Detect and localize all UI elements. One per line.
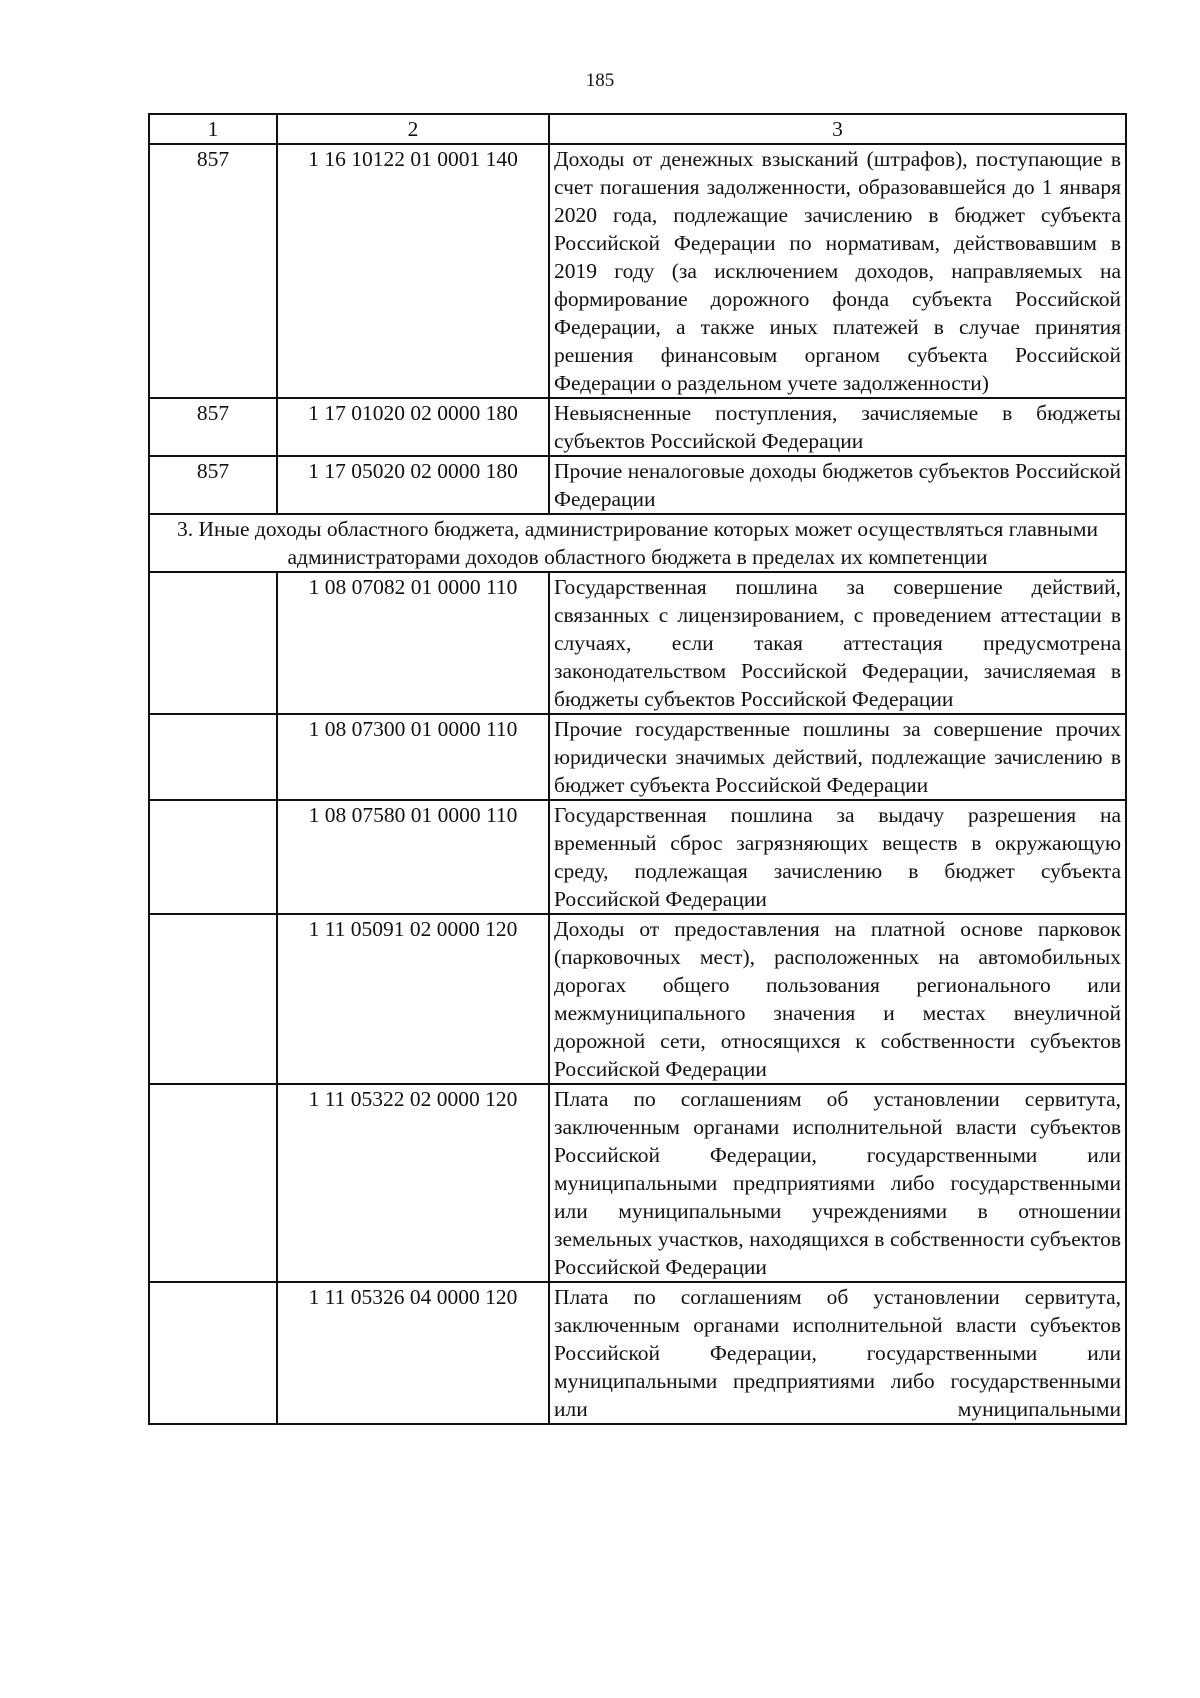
admin-code-cell: 857	[149, 456, 277, 514]
revenue-code-cell: 1 11 05326 04 0000 120	[277, 1282, 549, 1424]
page-number: 185	[585, 70, 615, 91]
revenue-description-cell: Государственная пошлина за совершение действий, связанных с лицензированием, с проведением аттестации в случаях, если такая аттестация предусмотрена законодательством Российской Федерации, зачисляемая в бюджеты субъектов Российской Федерации	[549, 572, 1126, 714]
column-header-1: 1	[149, 114, 277, 144]
admin-code-cell	[149, 572, 277, 714]
revenue-codes-table	[148, 113, 1127, 1425]
admin-code-cell: 857	[149, 144, 277, 398]
revenue-description-cell: Плата по соглашениям об установлении сервитута, заключенным органами исполнительной власти субъектов Российской Федерации, государственными или муниципальными предприятиями либо государственными или муниципальными учреждениями в отношении земельных участков, находящихся в собственности субъектов Российской Федерации	[549, 1084, 1126, 1282]
admin-code-cell	[149, 800, 277, 914]
revenue-code-cell: 1 17 01020 02 0000 180	[277, 398, 549, 456]
table-row	[149, 1282, 1126, 1424]
table-row	[149, 800, 1126, 914]
revenue-code-cell: 1 16 10122 01 0001 140	[277, 144, 549, 398]
revenue-description-cell: Невыясненные поступления, зачисляемые в бюджеты субъектов Российской Федерации	[549, 398, 1126, 456]
table-row	[149, 572, 1126, 714]
revenue-code-cell: 1 08 07082 01 0000 110	[277, 572, 549, 714]
admin-code-cell	[149, 914, 277, 1084]
revenue-description-cell: Прочие государственные пошлины за совершение прочих юридически значимых действий, подлежащие зачислению в бюджет субъекта Российской Федерации	[549, 714, 1126, 800]
column-header-3: 3	[549, 114, 1126, 144]
table-row	[149, 714, 1126, 800]
section-heading-row	[149, 514, 1126, 572]
revenue-description-cell: Плата по соглашениям об установлении сервитута, заключенным органами исполнительной власти субъектов Российской Федерации, государственными или муниципальными предприятиями либо государственными или муниципальными	[549, 1282, 1126, 1424]
admin-code-cell	[149, 1282, 277, 1424]
table-header-row	[149, 114, 1126, 144]
table-row	[149, 456, 1126, 514]
revenue-code-cell: 1 08 07580 01 0000 110	[277, 800, 549, 914]
column-header-2: 2	[277, 114, 549, 144]
revenue-code-cell: 1 08 07300 01 0000 110	[277, 714, 549, 800]
table-row	[149, 398, 1126, 456]
revenue-code-cell: 1 17 05020 02 0000 180	[277, 456, 549, 514]
table-row	[149, 914, 1126, 1084]
revenue-code-cell: 1 11 05091 02 0000 120	[277, 914, 549, 1084]
section-heading: 3. Иные доходы областного бюджета, администрирование которых может осуществляться главными администраторами доходов областного бюджета в пределах их компетенции	[149, 514, 1126, 572]
revenue-code-cell: 1 11 05322 02 0000 120	[277, 1084, 549, 1282]
revenue-description-cell: Доходы от денежных взысканий (штрафов), поступающие в счет погашения задолженности, образовавшейся до 1 января 2020 года, подлежащие зачислению в бюджет субъекта Российской Федерации по нормативам, действовавшим в 2019 году (за исключением доходов, направляемых на формирование дорожного фонда субъекта Российской Федерации, а также иных платежей в случае принятия решения финансовым органом субъекта Российской Федерации о раздельном учете задолженности)	[549, 144, 1126, 398]
revenue-description-cell: Государственная пошлина за выдачу разрешения на временный сброс загрязняющих веществ в окружающую среду, подлежащая зачислению в бюджет субъекта Российской Федерации	[549, 800, 1126, 914]
admin-code-cell: 857	[149, 398, 277, 456]
admin-code-cell	[149, 714, 277, 800]
revenue-description-cell: Доходы от предоставления на платной основе парковок (парковочных мест), расположенных на автомобильных дорогах общего пользования регионального или межмуниципального значения и местах внеуличной дорожной сети, относящихся к собственности субъектов Российской Федерации	[549, 914, 1126, 1084]
table-row	[149, 144, 1126, 398]
table-row	[149, 1084, 1126, 1282]
admin-code-cell	[149, 1084, 277, 1282]
revenue-description-cell: Прочие неналоговые доходы бюджетов субъектов Российской Федерации	[549, 456, 1126, 514]
